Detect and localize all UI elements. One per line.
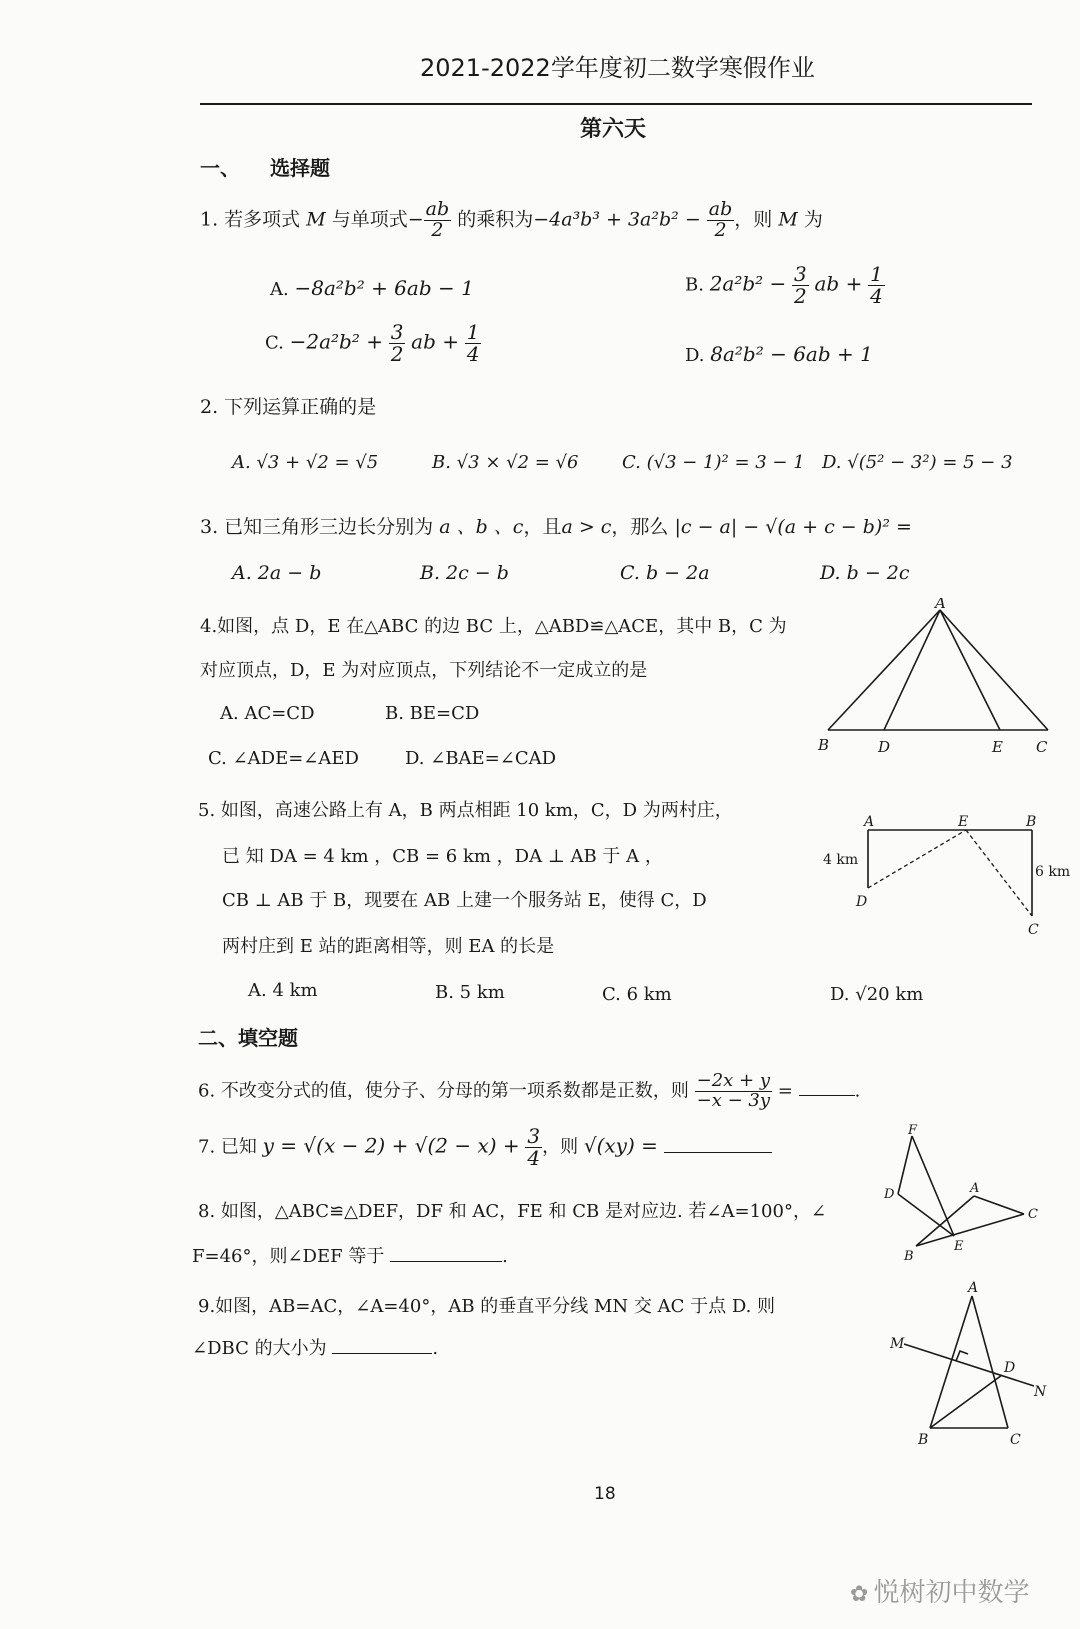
q1-option-a-label: A. <box>270 279 289 300</box>
q9-label-a: A <box>968 1280 979 1296</box>
section1-num: 一、 <box>200 156 240 180</box>
q8-line-fd <box>898 1136 912 1194</box>
q8-end: . <box>502 1246 508 1267</box>
q4-label-b: B <box>818 736 830 754</box>
q1-mono-den: 2 <box>431 218 444 241</box>
q9-end: . <box>432 1338 439 1359</box>
section1-title: 选择题 <box>270 156 330 180</box>
q5-line4: 两村庄到 E 站的距离相等，则 EA 的长是 <box>222 936 555 957</box>
q6-end: . <box>854 1080 861 1102</box>
q5-line1: 5. 如图，高速公路上有 A，B 两点相距 10 km，C，D 为两村庄， <box>198 800 733 821</box>
q9-answer-blank[interactable] <box>332 1335 432 1354</box>
q1-suffix: ，则 <box>734 208 773 231</box>
q1-option-b-label: B. <box>685 274 704 296</box>
q1-option-c-d2: 4 <box>466 342 480 366</box>
q3-cond: ，且 <box>523 516 562 538</box>
q5-label-a: A <box>864 814 875 830</box>
q7-ask: √(xy) = <box>583 1133 658 1158</box>
q7-text: 7. 已知 <box>198 1136 257 1158</box>
q4-label-a: A <box>935 598 946 612</box>
q8-label-e: E <box>954 1239 964 1254</box>
q7-stem <box>198 1126 772 1169</box>
q8-figure <box>880 1124 1050 1264</box>
q1-option-c-d1: 2 <box>390 342 404 366</box>
q1-mid2: 的乘积为 <box>457 208 534 231</box>
q1-product: −4a³b³ + 3a²b² − <box>533 208 701 231</box>
q5-label-b: B <box>1026 814 1037 830</box>
q6-eq: = <box>777 1080 793 1102</box>
q4-option-b[interactable]: B. BE=CD <box>385 703 480 724</box>
q7-then: ，则 <box>542 1136 579 1158</box>
q3-stem-text: 3. 已知三角形三边长分别为 <box>200 516 434 538</box>
q1-option-d-text: 8a²b² − 6ab + 1 <box>710 342 873 366</box>
page-number: 18 <box>594 1484 616 1504</box>
q4-label-d: D <box>878 738 891 756</box>
q5-label-da: 4 km <box>823 852 859 868</box>
q5-label-c: C <box>1028 922 1039 938</box>
q5-line-de <box>868 830 966 888</box>
q4-option-d[interactable]: D. ∠BAE=∠CAD <box>405 748 557 769</box>
q8-label-b: B <box>904 1249 914 1264</box>
day-title: 第六天 <box>580 116 647 142</box>
q5-label-d: D <box>856 894 868 910</box>
q1-prefix: 1. 若多项式 <box>200 208 301 231</box>
q1-option-c-mid: ab + <box>411 329 459 354</box>
q5-option-a[interactable]: A. 4 km <box>248 980 318 1001</box>
q8-answer-blank[interactable] <box>390 1243 502 1262</box>
q9-line-ac <box>972 1296 1008 1428</box>
q3-option-b[interactable]: B. 2c − b <box>420 562 509 584</box>
q3-cond-expr: a > c <box>561 516 612 538</box>
q5-figure <box>820 810 1070 940</box>
q5-label-cb: 6 km <box>1035 864 1070 880</box>
q9-line2 <box>192 1334 438 1360</box>
section2-title: 二、填空题 <box>198 1026 298 1050</box>
q1-option-b-n2: 1 <box>870 262 883 286</box>
q5-line2: 已 知 DA = 4 km ，CB = 6 km ，DA ⊥ AB 于 A ， <box>222 846 663 867</box>
q9-label-c: C <box>1010 1432 1021 1448</box>
q4-line2: 对应顶点，D，E 为对应顶点，下列结论不一定成立的是 <box>200 660 648 681</box>
q1-option-a[interactable] <box>270 276 474 300</box>
q1-option-b-mid: ab + <box>814 271 863 296</box>
q9-figure <box>890 1278 1050 1448</box>
q1-prod-den: 2 <box>714 218 727 241</box>
header-title: 2021-2022学年度初二数学寒假作业 <box>420 54 815 82</box>
q6-stem <box>198 1072 860 1111</box>
q8-line-ba <box>916 1196 974 1246</box>
q4-option-c[interactable]: C. ∠ADE=∠AED <box>208 748 359 769</box>
q4-option-a[interactable]: A. AC=CD <box>220 703 315 724</box>
q1-option-b-d1: 2 <box>794 284 807 308</box>
q5-label-e: E <box>958 814 969 830</box>
q1-option-b-pre: 2a²b² − <box>709 271 787 296</box>
q1-suffix2: 为 <box>803 208 823 231</box>
q1-mid: 与单项式 <box>331 208 408 231</box>
q1-option-d-label: D. <box>685 345 705 366</box>
q1-option-b-n1: 3 <box>794 262 807 286</box>
q3-option-a[interactable]: A. 2a − b <box>232 562 322 584</box>
q4-label-e: E <box>992 738 1003 756</box>
q2-option-c[interactable]: C. (√3 − 1)² = 3 − 1 <box>622 452 805 473</box>
q5-option-b[interactable]: B. 5 km <box>435 982 505 1003</box>
q2-stem: 2. 下列运算正确的是 <box>200 396 377 418</box>
q6-text: 6. 不改变分式的值，使分子、分母的第一项系数都是正数，则 <box>198 1080 689 1102</box>
q6-num: −2x + y <box>696 1070 771 1091</box>
q9-label-d: D <box>1004 1360 1016 1376</box>
q3-expr: |c − a| − √(a + c − b)² = <box>674 516 912 538</box>
q4-figure <box>800 598 1050 758</box>
q3-vars: a 、b 、c <box>439 516 524 538</box>
q3-then: ，那么 <box>611 516 669 538</box>
q1-mono-num: ab <box>425 198 450 220</box>
q1-option-c[interactable] <box>265 322 481 365</box>
q2-option-b[interactable]: B. √3 × √2 = √6 <box>432 452 579 473</box>
q7-num: 3 <box>527 1124 541 1148</box>
q3-option-c[interactable]: C. b − 2a <box>620 562 710 584</box>
q5-line-ec <box>966 830 1032 916</box>
q2-option-a[interactable]: A. √3 + √2 = √5 <box>232 452 379 473</box>
q5-option-c[interactable]: C. 6 km <box>602 984 672 1005</box>
q9-label-n: N <box>1034 1384 1047 1400</box>
q1-option-c-label: C. <box>265 332 284 354</box>
q3-option-d[interactable]: D. b − 2c <box>820 562 910 584</box>
q9-label-b: B <box>918 1432 929 1448</box>
q9-line1: 9.如图，AB=AC，∠A=40°，AB 的垂直平分线 MN 交 AC 于点 D. 则 <box>198 1296 776 1317</box>
q9-line-bd <box>930 1375 1002 1428</box>
q9-line2-text: ∠DBC 的大小为 <box>192 1338 327 1359</box>
q3-stem <box>200 512 912 539</box>
q5-line3: CB ⊥ AB 于 B，现要在 AB 上建一个服务站 E，使得 C，D <box>222 890 707 911</box>
q4-line-ae <box>940 610 1000 730</box>
q4-line1: 4.如图，点 D，E 在△ABC 的边 BC 上，△ABD≌△ACE，其中 B，C 为 <box>200 616 787 637</box>
q8-line1: 8. 如图，△ABC≌△DEF，DF 和 AC，FE 和 CB 是对应边. 若∠A=100°，∠ <box>198 1201 827 1222</box>
q4-line-ad <box>884 610 940 730</box>
q2-option-d[interactable]: D. √(5² − 3²) = 5 − 3 <box>822 452 1013 473</box>
q9-right-angle-mark <box>956 1351 968 1361</box>
q4-label-c: C <box>1036 738 1048 756</box>
q1-var-m2: M <box>778 208 798 231</box>
q4-line-ab <box>828 610 940 730</box>
q6-answer-blank[interactable] <box>799 1077 855 1096</box>
q1-var-m: M <box>306 208 326 231</box>
q7-answer-blank[interactable] <box>664 1134 772 1153</box>
header-rule <box>200 103 1032 105</box>
q9-label-m: M <box>890 1336 905 1352</box>
q8-line2-text: F=46°，则∠DEF 等于 <box>192 1246 385 1267</box>
watermark <box>850 1572 1030 1609</box>
q1-option-b-d2: 4 <box>870 284 883 308</box>
q1-option-a-text: −8a²b² + 6ab − 1 <box>294 276 474 300</box>
q1-option-d[interactable] <box>685 342 873 366</box>
q8-label-a: A <box>970 1181 980 1196</box>
q1-option-c-n1: 3 <box>390 320 404 344</box>
q1-stem <box>200 200 823 241</box>
q8-line2 <box>192 1242 508 1268</box>
q1-mono-sign: − <box>407 208 424 231</box>
q1-option-c-pre: −2a²b² + <box>289 329 383 354</box>
q8-label-d: D <box>884 1187 895 1202</box>
q4-line-ac <box>940 610 1048 730</box>
q7-den: 4 <box>527 1146 541 1170</box>
q8-line-ac <box>974 1196 1024 1214</box>
q6-den: −x − 3y <box>696 1089 771 1111</box>
q8-label-c: C <box>1028 1207 1038 1222</box>
wechat-icon: ✿ <box>850 1582 869 1607</box>
q7-expr: y = √(x − 2) + √(2 − x) + <box>262 1133 520 1158</box>
q5-option-d[interactable]: D. √20 km <box>830 984 924 1005</box>
q8-label-f: F <box>908 1124 918 1138</box>
q9-line-ab <box>930 1296 972 1428</box>
q1-prod-num: ab <box>708 198 733 220</box>
q1-option-b[interactable] <box>685 264 885 307</box>
watermark-text: 悦树初中数学 <box>873 1578 1030 1608</box>
q1-option-c-n2: 1 <box>466 320 480 344</box>
